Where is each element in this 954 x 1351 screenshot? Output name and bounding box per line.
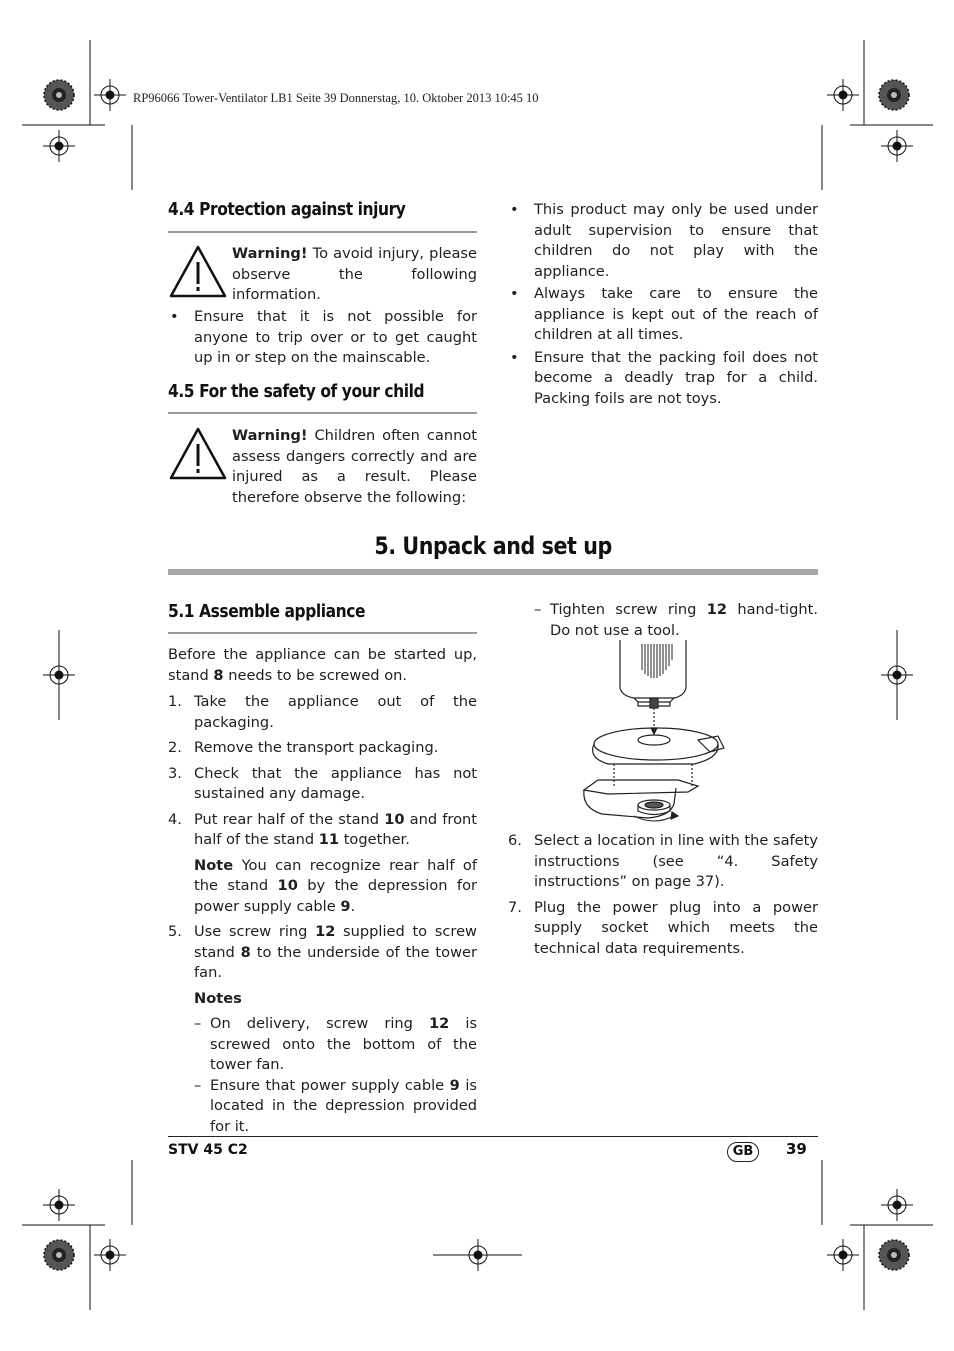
list-item: • This product may only be used under adult supervision to ensure that children do not play with the appliance. [510, 201, 818, 280]
list-item: • Ensure that the packing foil does not become a deadly trap for a child. Packing foils are not toys. [510, 348, 818, 407]
list-item: – Tighten screw ring 12 hand-tight. Do not use a tool. [534, 601, 818, 639]
injury-bullets [168, 307, 477, 369]
section-5-1-heading: 5.1 Assemble appliance [168, 601, 366, 622]
warning-text-injury: Warning! To avoid injury, please observe the following information. [232, 245, 477, 303]
language-badge: GB [727, 1142, 759, 1162]
footer-rule [168, 1136, 818, 1137]
list-item: 3. Check that the appliance has not sustained any damage. [168, 764, 477, 802]
note-paragraph: Note You can recognize rear half of the stand 10 by the depression for power supply cable 9. [194, 856, 477, 915]
list-item: 6. Select a location in line with the safety instructions (see “4. Safety instructions” on page 37). [508, 832, 818, 890]
list-item: 4. Put rear half of the stand 10 and front half of the stand 11 together. [168, 810, 477, 848]
list-item: – Ensure that power supply cable 9 is located in the depression provided for it. [194, 1076, 477, 1135]
list-item: • Ensure that it is not possible for anyone to trip over or to get caught up in or step on the mainscable. [170, 308, 477, 366]
assembly-steps [168, 645, 477, 1137]
chapter-bar [168, 569, 818, 575]
notes-list [168, 1014, 477, 1137]
page-number: 39 [786, 1140, 807, 1158]
stand-assembly-illustration [578, 640, 728, 825]
list-item: 7. Plug the power plug into a power supply socket which meets the technical data requirements. [508, 898, 818, 957]
section-4-4-heading: 4.4 Protection against injury [168, 199, 406, 220]
list-item: 2. Remove the transport packaging. [168, 739, 439, 756]
section-4-5-heading: 4.5 For the safety of your child [168, 381, 425, 402]
heading-rule [168, 632, 477, 634]
list-item: 1. Take the appliance out of the packaging. [168, 693, 477, 731]
warning-triangle-icon [168, 244, 228, 298]
list-item: – On delivery, screw ring 12 is screwed onto the bottom of the tower fan. [194, 1015, 478, 1073]
list-item: 5. Use screw ring 12 supplied to screw stand 8 to the underside of the tower fan. [168, 923, 477, 981]
heading-rule [168, 231, 477, 233]
child-safety-bullets [508, 200, 818, 409]
footer-model: STV 45 C2 [168, 1142, 248, 1158]
print-header: RP96066 Tower-Ventilator LB1 Seite 39 Donnerstag, 10. Oktober 2013 10:45 10 [133, 91, 539, 105]
heading-rule [168, 412, 477, 414]
assembly-steps-continued [508, 831, 818, 959]
intro-paragraph: Before the appliance can be started up, stand 8 needs to be screwed on. [168, 646, 477, 684]
list-item: • Always take care to ensure the appliance is kept out of the reach of children at all times. [510, 285, 818, 343]
warning-text-child: Warning! Children often cannot assess dangers correctly and are injured as a result. Please therefore observe the following: [232, 427, 477, 506]
chapter-title: 5. Unpack and set up [374, 532, 612, 560]
tighten-note [534, 600, 818, 641]
warning-box-injury [168, 244, 477, 304]
warning-triangle-icon [168, 426, 228, 480]
notes-label: Notes [194, 989, 242, 1007]
warning-box-child [168, 426, 477, 508]
